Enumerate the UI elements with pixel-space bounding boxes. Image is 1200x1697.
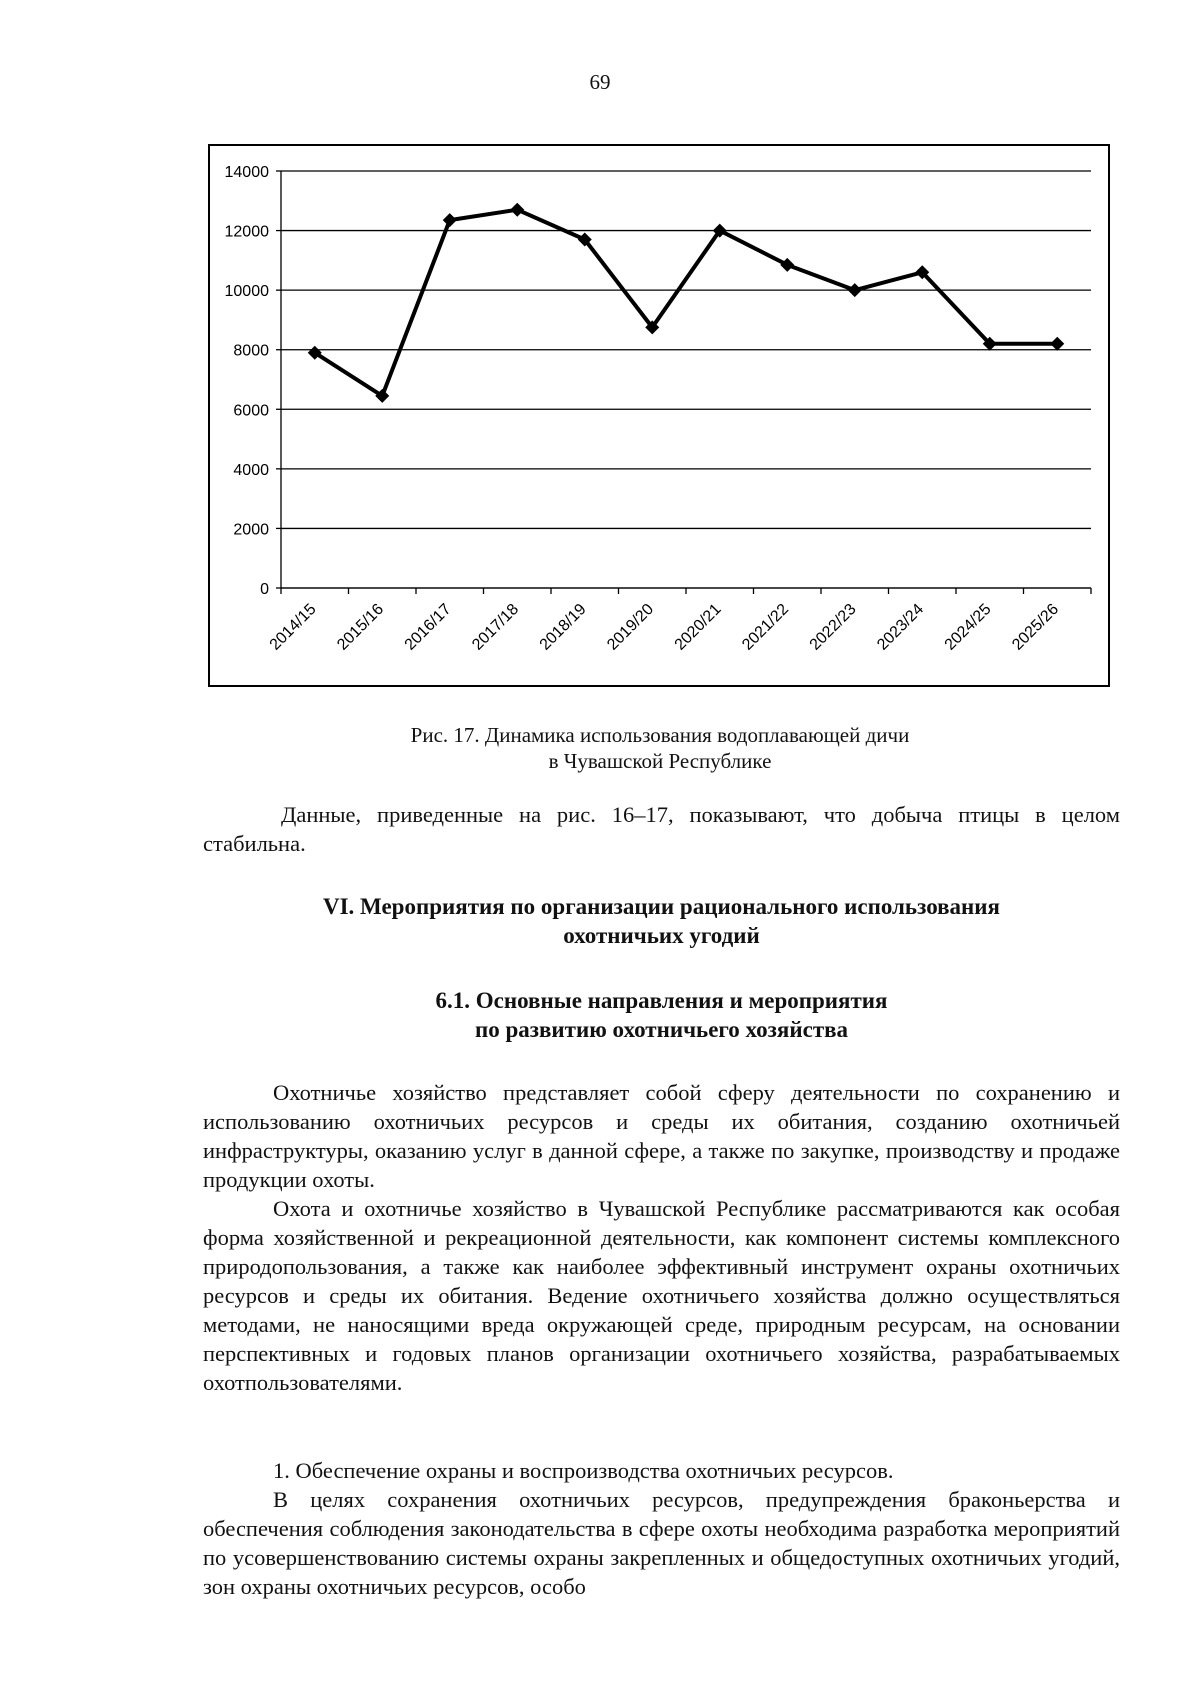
figure-caption [0,722,1200,774]
data-point [848,283,862,297]
series-line [315,210,1058,396]
data-point [443,213,457,227]
x-tick-label: 2024/25 [941,600,995,654]
paragraph-4: В целях сохранения охотничьих ресурсов, предупреждения браконьерства и обеспечения соблюдения законодательства в сфере охоты необходима разработка мероприятий по усовершенствованию системы охраны закрепленных и общедоступных охотничьих угодий, зон охраны охотничьих ресурсов, особо [203,1487,1120,1599]
subsection-heading-line-2: по развитию охотничьего хозяйства [474,1017,849,1042]
x-tick-label: 2017/18 [469,600,523,654]
paragraph-1: Охотничье хозяйство представляет собой сферу деятельности по сохранению и использованию охотничьих ресурсов и среды их обитания, созданию охотничьей инфраструктуры, оказанию услуг в данной сфере, а также по закупке, производству и продаже продукции охоты. [203,1080,1120,1192]
data-point [780,258,794,272]
y-tick-label: 8000 [233,342,269,360]
x-tick-label: 2015/16 [334,600,388,654]
paragraph-2: Охота и охотничье хозяйство в Чувашской Республике рассматриваются как особая форма хозяйственной и рекреационной деятельности, как компонент системы комплексного природопользования, а также как наиболее эффективный инструмент охраны охотничьих ресурсов и среды их обитания. Ведение охотничьего хозяйства должно осуществляться методами, не наносящими вреда окружающей среде, природным ресурсам, на основании перспективных и годовых планов организации охотничьего хозяйства, разрабатываемых охотпользователями. [203,1196,1120,1395]
y-tick-label: 10000 [224,283,269,301]
chart-svg [210,146,1108,685]
y-tick-label: 6000 [233,402,269,420]
y-tick-label: 12000 [224,223,269,241]
line-chart [208,144,1110,687]
x-tick-label: 2018/19 [536,600,590,654]
y-tick-label: 14000 [224,164,269,181]
paragraph-3: 1. Обеспечение охраны и воспроизводства охотничьих ресурсов. [273,1458,894,1483]
x-tick-label: 2023/24 [874,600,928,654]
section-heading-line-2: охотничьих угодий [563,923,760,948]
section-heading-line-1: VI. Мероприятия по организации рационального использования [322,894,1000,919]
x-tick-label: 2021/22 [739,600,793,654]
x-tick-label: 2019/20 [604,600,658,654]
x-tick-label: 2022/23 [806,600,860,654]
page-number: 69 [589,70,611,94]
y-tick-label: 0 [260,581,269,598]
subsection-heading-line-1: 6.1. Основные направления и мероприятия [435,988,888,1013]
subsection-heading [203,986,1120,1044]
x-tick-label: 2020/21 [671,600,725,654]
paragraph-after-chart: Данные, приведенные на рис. 16–17, показывают, что добыча птицы в целом стабильна. [203,802,1120,856]
y-tick-label: 4000 [233,461,269,479]
data-point [510,203,524,217]
section-heading [203,892,1120,950]
caption-line-1: Рис. 17. Динамика использования водоплавающей дичи [410,723,910,747]
y-tick-label: 2000 [233,521,269,539]
x-tick-label: 2025/26 [1009,600,1063,654]
x-tick-label: 2016/17 [401,600,455,654]
data-point [1050,337,1064,351]
x-tick-label: 2014/15 [266,600,320,654]
caption-line-2: в Чувашской Республике [548,749,772,773]
